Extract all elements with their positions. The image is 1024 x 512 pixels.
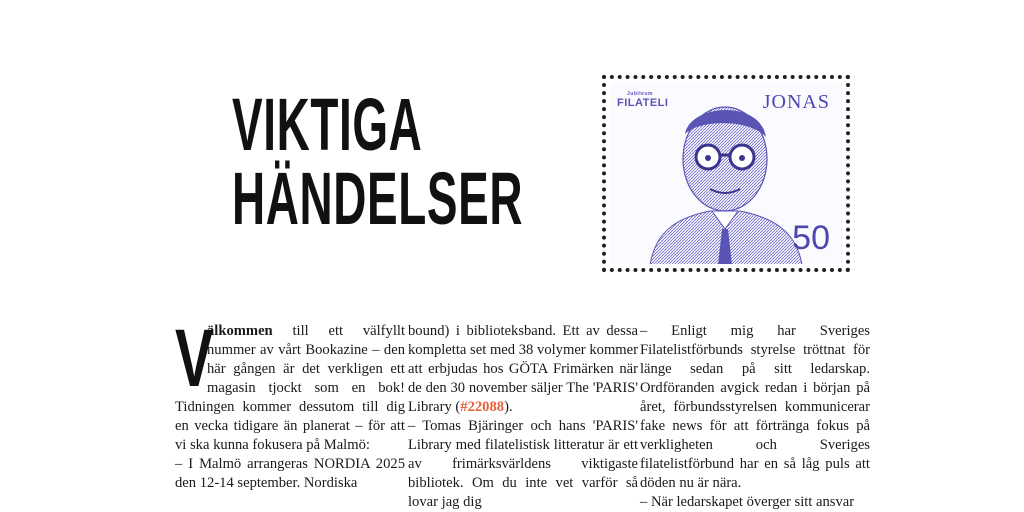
stamp-logo-text: FILATELI xyxy=(617,97,669,109)
stamp-logo-small: Jubileum xyxy=(627,91,653,97)
paragraph: – I Malmö arrangeras NORDIA 2025 den 12-14 september. Nordiska xyxy=(175,456,405,491)
paragraph: – Tomas Bjäringer och hans 'PARIS' Library med filatelistisk litteratur är ett av frimärksvärldens viktigaste bibliotek. Om du inte vet varför så lovar jag dig xyxy=(408,418,638,510)
paragraph-text: bound) i biblioteksband. Ett av dessa kompletta set med 38 volymer kommer att erbjudas hos GÖTA Frimärken när de den 30 november säljer The 'PARIS' Library ( xyxy=(408,323,638,415)
article-column-3 xyxy=(640,322,870,512)
paragraph xyxy=(408,322,638,417)
lead-word: älkommen xyxy=(207,323,273,339)
stamp-name: JONAS xyxy=(762,91,830,113)
paragraph xyxy=(175,313,405,455)
headline xyxy=(232,83,524,240)
stamp-value: 50 xyxy=(792,219,830,257)
stamp-face xyxy=(610,83,842,264)
portrait-illustration xyxy=(640,89,810,264)
paragraph-text: ). xyxy=(504,399,513,415)
lot-reference-link[interactable]: #22088 xyxy=(460,399,505,415)
stamp xyxy=(602,75,850,272)
dropcap: V xyxy=(175,313,214,404)
article-column-1 xyxy=(175,313,405,493)
paragraph-text: till ett välfyllt nummer av vårt Bookazine – den här gången är det verkligen ett magasin tjockt som en bok! Tidningen kommer dessutom till dig en vecka tidigare än planerat – för att vi ska kunna fokusera på Malmö: xyxy=(175,323,405,453)
headline-line-1: VIKTIGA xyxy=(232,83,423,166)
stamp-logo xyxy=(617,91,669,109)
paragraph: – Enligt mig har Sveriges Filatelistförbunds styrelse tröttnat för länge sedan på sitt ledarskap. Ordföranden avgick redan i början på året, förbundsstyrelsen kommunicerar fake news för att förtränga fokus på verkligheten och Sveriges filatelistförbund har en så låg puls att döden nu är nära. xyxy=(640,323,870,491)
article-column-2 xyxy=(408,322,638,512)
paragraph: – När ledarskapet överger sitt ansvar xyxy=(640,494,855,510)
headline-line-2: HÄNDELSER xyxy=(232,157,524,240)
